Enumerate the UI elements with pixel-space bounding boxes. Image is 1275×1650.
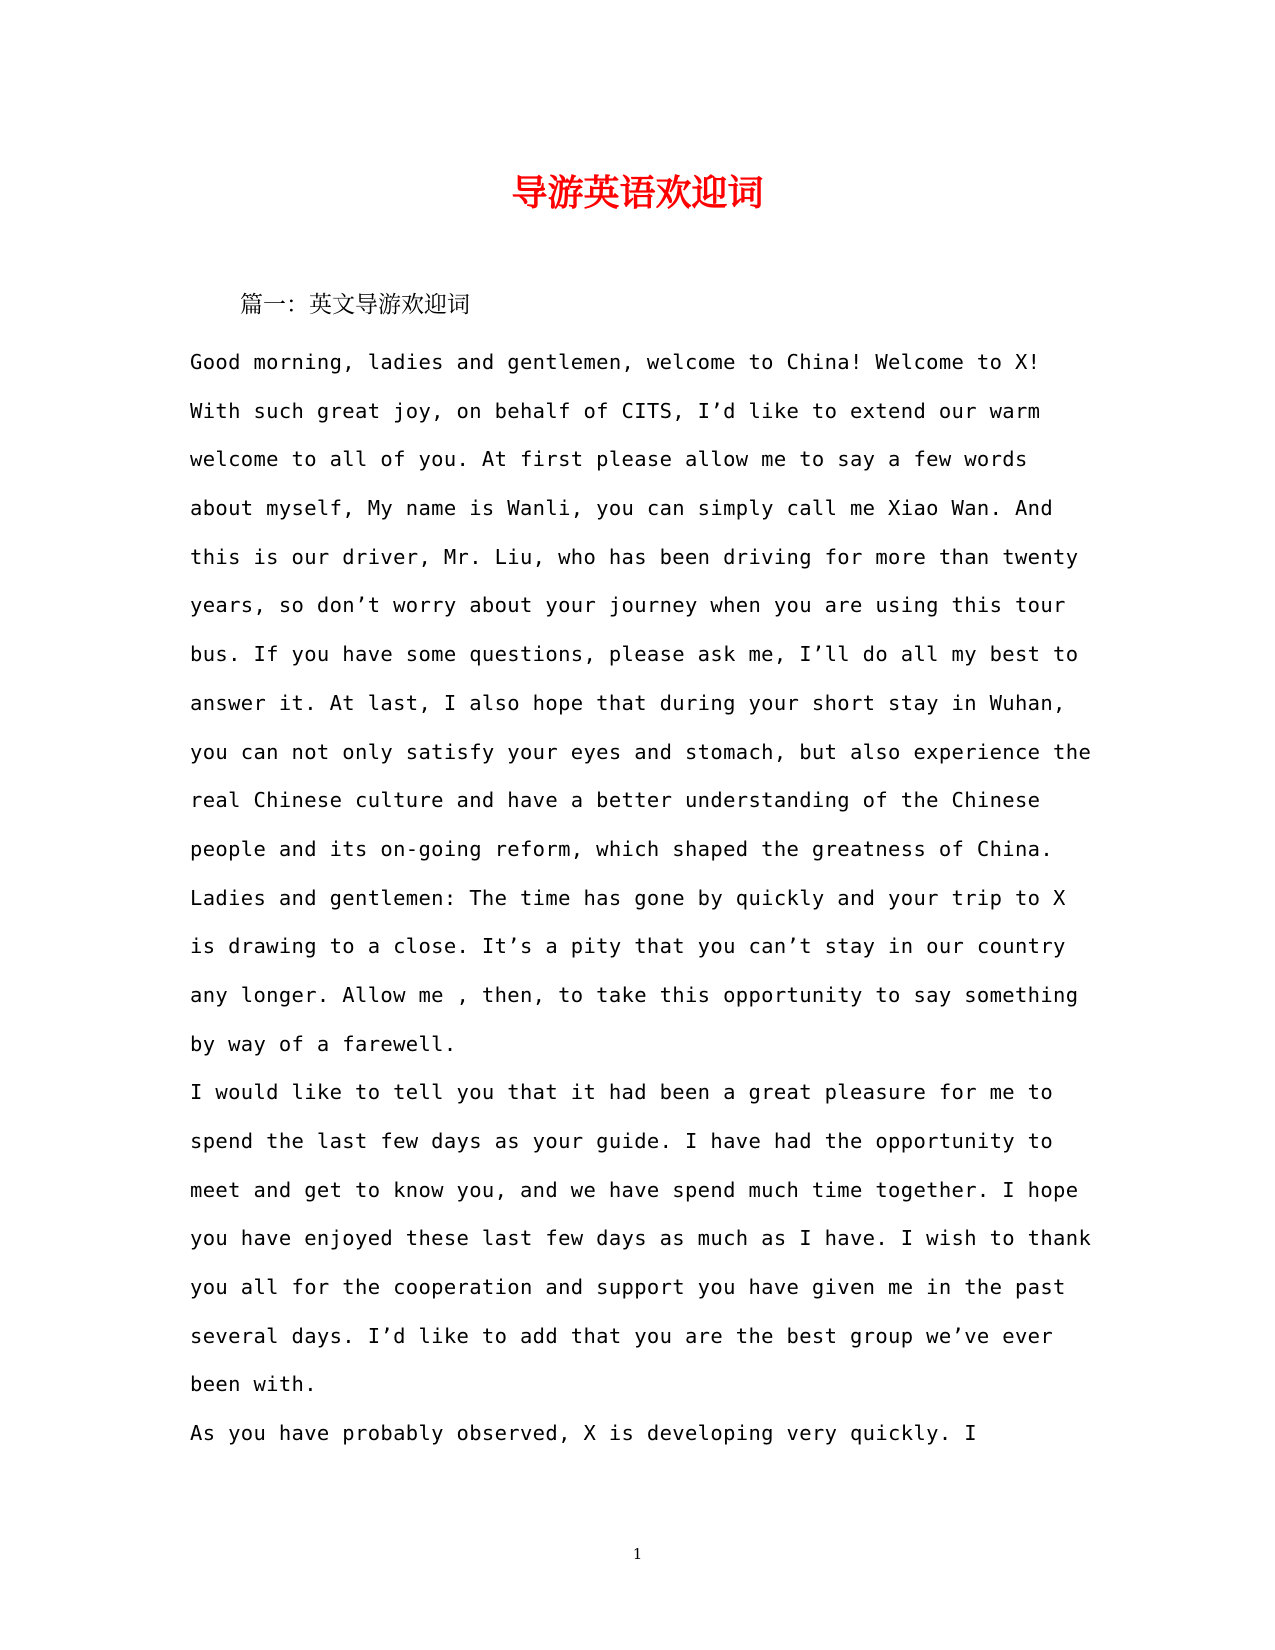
text-line: is drawing to a close. It’s a pity that you can’t stay in our country — [190, 934, 1066, 959]
text-line: any longer. Allow me , then, to take this opportunity to say something — [190, 982, 1079, 1007]
text-line: bus. If you have some questions, please ask me, I’ll do all my best to — [190, 642, 1079, 667]
section-heading: 篇一：英文导游欢迎词 — [240, 292, 470, 318]
text-line: answer it. At last, I also hope that during your short stay in Wuhan, — [190, 690, 1066, 715]
text-line: meet and get to know you, and we have spend much time together. I hope — [190, 1177, 1079, 1202]
document-title: 导游英语欢迎词 — [511, 172, 764, 214]
text-line: As you have probably observed, X is developing very quickly. I — [190, 1421, 977, 1446]
text-line: by way of a farewell. — [190, 1031, 457, 1056]
text-line: years, so don’t worry about your journey when you are using this tour — [190, 593, 1066, 618]
text-line: this is our driver, Mr. Liu, who has been driving for more than twenty — [190, 544, 1079, 569]
text-line: been with. — [190, 1372, 317, 1397]
text-line: several days. I’d like to add that you are the best group we’ve ever — [190, 1323, 1054, 1348]
text-line: you all for the cooperation and support you have given me in the past — [190, 1275, 1066, 1300]
text-line: With such great joy, on behalf of CITS, I’d like to extend our warm — [190, 398, 1041, 423]
text-line: welcome to all of you. At first please allow me to say a few words — [190, 447, 1028, 472]
body-text — [190, 338, 1090, 1458]
text-line: people and its on-going reform, which shaped the greatness of China. — [190, 836, 1054, 861]
text-line: Ladies and gentlemen: The time has gone by quickly and your trip to X — [190, 885, 1066, 910]
text-line: I would like to tell you that it had been a great pleasure for me to — [190, 1080, 1054, 1105]
text-line: about myself, My name is Wanli, you can simply call me Xiao Wan. And — [190, 496, 1054, 521]
text-line: Good morning, ladies and gentlemen, welcome to China! Welcome to X! — [190, 350, 1041, 374]
text-line: you have enjoyed these last few days as much as I have. I wish to thank — [190, 1226, 1092, 1251]
text-line: spend the last few days as your guide. I have had the opportunity to — [190, 1129, 1054, 1153]
text-line: real Chinese culture and have a better understanding of the Chinese — [190, 788, 1041, 813]
text-line: you can not only satisfy your eyes and stomach, but also experience the — [190, 739, 1092, 764]
page-number: 1 — [632, 1545, 643, 1563]
